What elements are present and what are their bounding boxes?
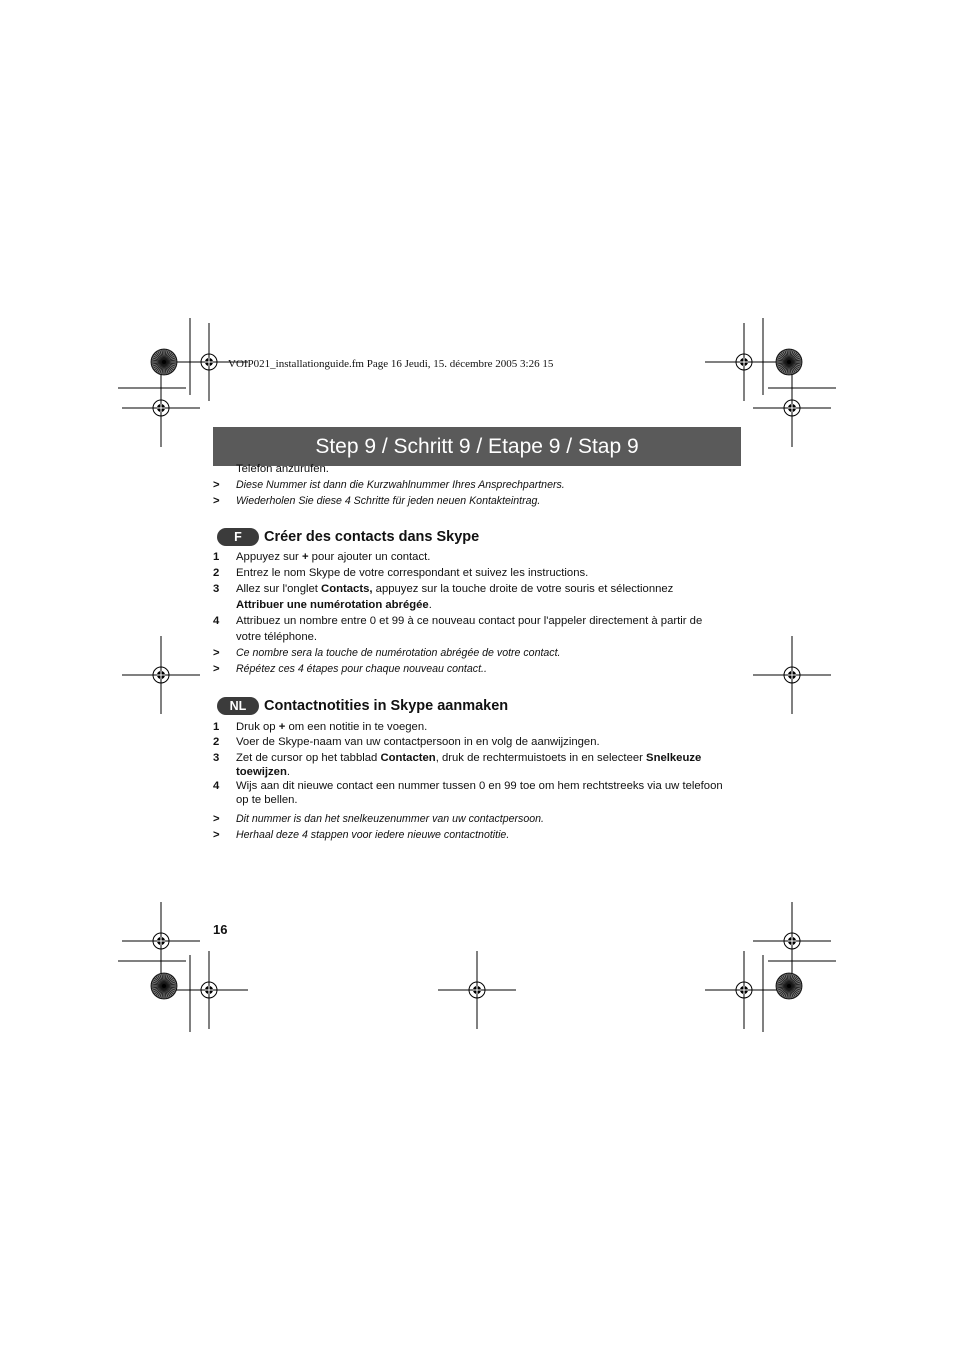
page-number: 16 <box>213 922 228 937</box>
section-badge-nl: NL <box>217 697 259 715</box>
step-number: 3 <box>213 752 220 764</box>
step-text: Appuyez sur + pour ajouter un contact. <box>236 551 431 563</box>
registration-mark <box>753 369 831 447</box>
note-marker: > <box>213 647 220 659</box>
file-header: VOIP021_installationguide.fm Page 16 Jeudi, 15. décembre 2005 3:26 15 <box>228 358 554 370</box>
step-number: 1 <box>213 551 220 563</box>
note-marker: > <box>213 495 220 507</box>
registration-mark <box>170 951 248 1029</box>
registration-mark <box>438 951 516 1029</box>
registration-mark <box>705 951 783 1029</box>
registration-mark <box>122 369 200 447</box>
page-title: Step 9 / Schritt 9 / Etape 9 / Stap 9 <box>315 435 639 458</box>
registration-mark <box>753 636 831 714</box>
note-text: Herhaal deze 4 stappen voor iedere nieuwe contactnotitie. <box>236 829 510 841</box>
step-text: Attribuez un nombre entre 0 et 99 à ce nouveau contact pour l'appeler directement à partir de <box>236 615 703 627</box>
registration-mark <box>753 902 831 980</box>
step-number: 2 <box>213 567 220 579</box>
note-marker: > <box>213 813 220 825</box>
section-badge-f: F <box>217 528 259 546</box>
continuation-text: Telefon anzurufen. <box>236 463 329 475</box>
step-number: 1 <box>213 721 220 733</box>
note-marker: > <box>213 663 220 675</box>
color-target-sunburst <box>776 973 802 999</box>
step-number: 4 <box>213 780 220 792</box>
step-text: Druk op + om een notitie in te voegen. <box>236 721 428 733</box>
step-text: Allez sur l'onglet Contacts, appuyez sur la touche droite de votre souris et sélectionnez <box>236 583 674 595</box>
note-text: Ce nombre sera la touche de numérotation abrégée de votre contact. <box>236 647 561 659</box>
step-text-continued: toewijzen. <box>236 766 290 778</box>
step-number: 2 <box>213 736 220 748</box>
note-text: Répétez ces 4 étapes pour chaque nouveau contact.. <box>236 663 487 675</box>
section-heading-nl: Contactnotities in Skype aanmaken <box>264 698 509 714</box>
step-text: Voer de Skype-naam van uw contactpersoon in en volg de aanwijzingen. <box>236 736 600 748</box>
color-target-sunburst <box>151 349 177 375</box>
section-heading-f: Créer des contacts dans Skype <box>264 529 480 545</box>
registration-mark <box>705 323 783 401</box>
step-text-continued: Attribuer une numérotation abrégée. <box>236 599 432 611</box>
color-target-sunburst <box>776 349 802 375</box>
note-text: Diese Nummer ist dann die Kurzwahlnummer Ihres Ansprechpartners. <box>236 479 565 491</box>
registration-mark <box>122 636 200 714</box>
title-bar <box>213 427 741 466</box>
note-marker: > <box>213 479 220 491</box>
step-number: 3 <box>213 583 220 595</box>
step-text-continued: op te bellen. <box>236 794 298 806</box>
note-text: Dit nummer is dan het snelkeuzenummer van uw contactpersoon. <box>236 813 544 825</box>
step-text: Wijs aan dit nieuwe contact een nummer tussen 0 en 99 toe om hem rechtstreeks via uw telefoon <box>236 780 723 792</box>
note-text: Wiederholen Sie diese 4 Schritte für jeden neuen Kontakteintrag. <box>236 495 541 507</box>
step-text-continued: votre téléphone. <box>236 631 318 643</box>
color-target-sunburst <box>151 973 177 999</box>
step-text: Zet de cursor op het tabblad Contacten, druk de rechtermuistoets in en selecteer Snelkeuze <box>236 752 702 764</box>
step-text: Entrez le nom Skype de votre correspondant et suivez les instructions. <box>236 567 589 579</box>
step-number: 4 <box>213 615 220 627</box>
note-marker: > <box>213 829 220 841</box>
registration-mark <box>122 902 200 980</box>
